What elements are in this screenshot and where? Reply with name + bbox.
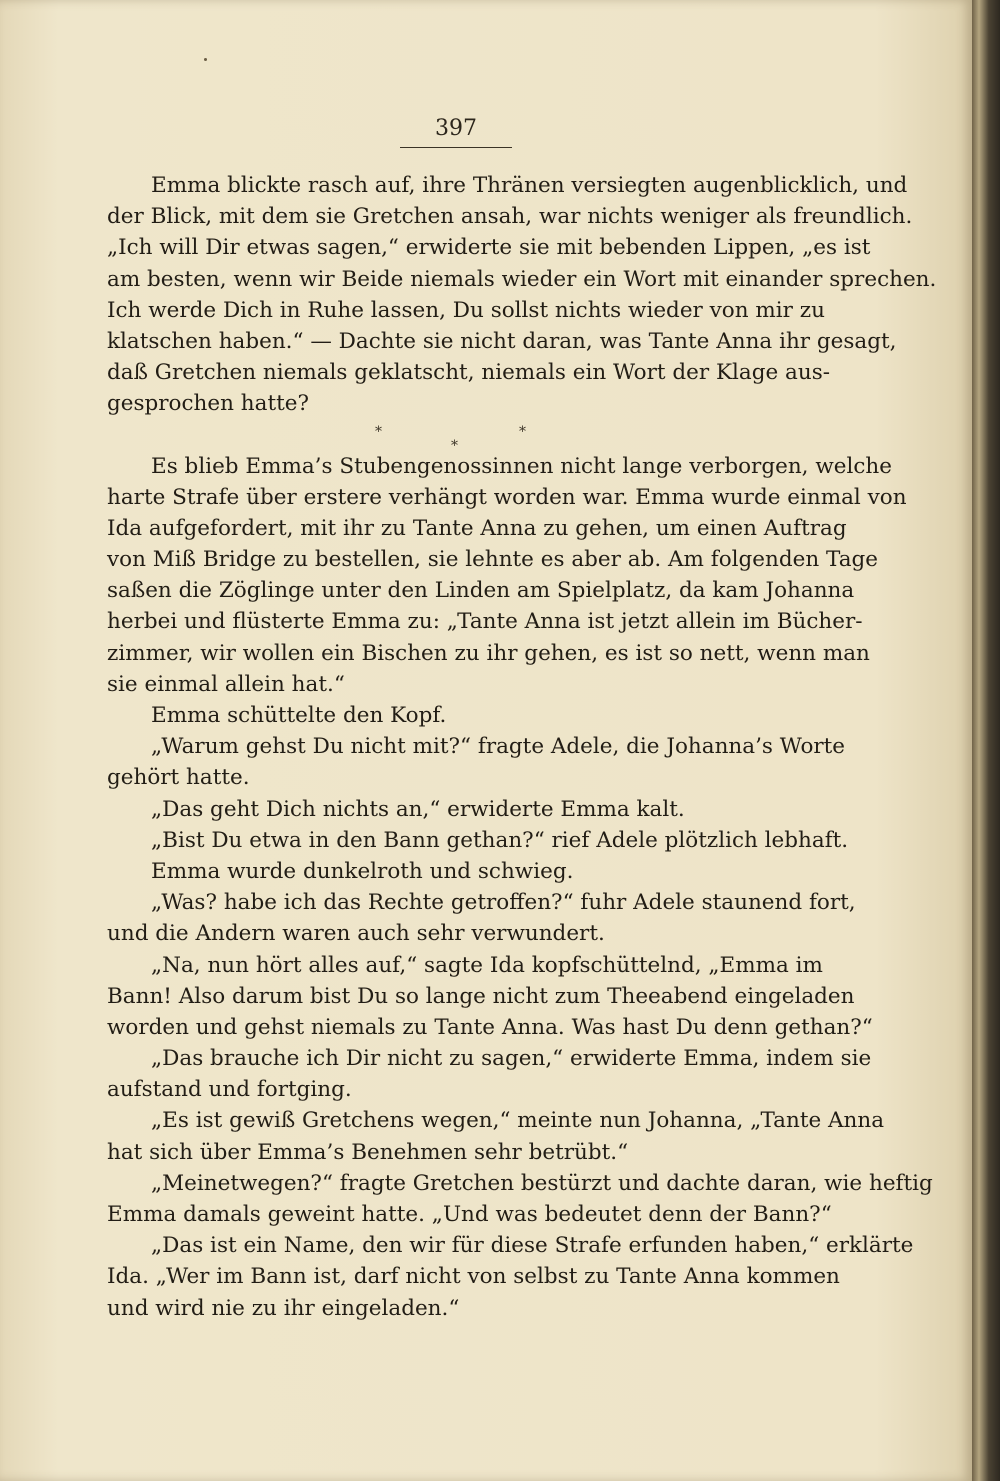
text-line: sie einmal allein hat.“ — [107, 671, 345, 697]
book-edge — [972, 0, 1000, 1481]
text-line: gesprochen hatte? — [107, 391, 309, 417]
text-line: und die Andern waren auch sehr verwundert. — [107, 921, 605, 947]
text-line: harte Strafe über erstere verhängt worden war. Emma wurde einmal von — [107, 484, 907, 510]
paragraph — [107, 794, 819, 825]
page-speck — [204, 58, 207, 61]
text-line: Emma schüttelte den Kopf. — [151, 703, 447, 728]
text-line: „Warum gehst Du nicht mit?“ fragte Adele, die Johanna’s Worte — [151, 734, 846, 760]
section-separator — [107, 404, 819, 454]
separator-star: * — [375, 423, 382, 440]
text-line: Emma blickte rasch auf, ihre Thränen versiegten augenblicklich, und — [151, 173, 908, 198]
text-line: am besten, wenn wir Beide niemals wieder ein Wort mit einander sprechen. — [107, 266, 937, 292]
text-line: aufstand und fortging. — [107, 1077, 352, 1103]
text-line: und wird nie zu ihr eingeladen.“ — [107, 1295, 460, 1321]
paragraph — [107, 887, 856, 949]
text-line: herbei und flüsterte Emma zu: „Tante Anna ist jetzt allein im Bücher- — [107, 609, 863, 635]
paragraph — [107, 731, 846, 793]
text-line: Emma damals geweint hatte. „Und was bedeutet denn der Bann?“ — [107, 1202, 832, 1227]
text-line: Emma wurde dunkelroth und schwieg. — [151, 858, 574, 884]
text-line: gehört hatte. — [107, 765, 250, 791]
text-line: Ich werde Dich in Ruhe lassen, Du sollst nichts wieder von mir zu — [107, 297, 825, 323]
text-line: klatschen haben.“ — Dachte sie nicht daran, was Tante Anna ihr gesagt, — [107, 328, 897, 354]
paragraph-1 — [107, 170, 937, 420]
text-line: „Es ist gewiß Gretchens wegen,“ meinte nun Johanna, „Tante Anna — [151, 1108, 885, 1134]
paragraph — [107, 1168, 933, 1230]
paragraph — [107, 700, 819, 731]
paragraph — [107, 825, 849, 856]
text-line: Bann! Also darum bist Du so lange nicht zum Theeabend eingeladen — [107, 983, 855, 1009]
paragraph — [107, 1230, 914, 1324]
text-line: Ida. „Wer im Bann ist, darf nicht von selbst zu Tante Anna kommen — [107, 1264, 840, 1290]
paragraph — [107, 1043, 872, 1105]
paragraph — [107, 1105, 885, 1167]
text-line: worden und gehst niemals zu Tante Anna. Was hast Du denn gethan?“ — [107, 1014, 873, 1040]
body-text — [107, 170, 937, 1324]
text-line: „Das brauche ich Dir nicht zu sagen,“ erwiderte Emma, indem sie — [151, 1046, 872, 1072]
text-line: „Das ist ein Name, den wir für diese Strafe erfunden haben,“ erklärte — [151, 1233, 914, 1259]
text-line: „Bist Du etwa in den Bann gethan?“ rief Adele plötzlich lebhaft. — [151, 827, 849, 853]
separator-star: * — [451, 437, 458, 454]
text-line: zimmer, wir wollen ein Bischen zu ihr gehen, es ist so nett, wenn man — [107, 640, 870, 666]
paragraph — [107, 950, 873, 1044]
text-line: saßen die Zöglinge unter den Linden am Spielplatz, da kam Johanna — [107, 578, 855, 604]
text-line: Ida aufgefordert, mit ihr zu Tante Anna zu gehen, um einen Auftrag — [107, 515, 847, 541]
paragraph — [107, 451, 907, 701]
page-number: 397 — [435, 116, 477, 141]
text-line: „Das geht Dich nichts an,“ erwiderte Emma kalt. — [151, 796, 685, 822]
text-line: „Na, nun hört alles auf,“ sagte Ida kopfschüttelnd, „Emma im — [151, 952, 823, 978]
text-line: daß Gretchen niemals geklatscht, niemals ein Wort der Klage aus- — [107, 360, 831, 386]
text-line: „Ich will Dir etwas sagen,“ erwiderte sie mit bebenden Lippen, „es ist — [107, 235, 871, 261]
separator-star: * — [519, 423, 526, 440]
paragraph-group — [107, 451, 933, 1324]
paragraph — [107, 856, 819, 887]
text-line: „Was? habe ich das Rechte getroffen?“ fuhr Adele staunend fort, — [151, 890, 856, 916]
text-line: Es blieb Emma’s Stubengenossinnen nicht lange verborgen, welche — [151, 453, 892, 479]
text-line: „Meinetwegen?“ fragte Gretchen bestürzt und dachte daran, wie heftig — [151, 1170, 933, 1196]
text-line: hat sich über Emma’s Benehmen sehr betrübt.“ — [107, 1139, 629, 1165]
text-line: der Blick, mit dem sie Gretchen ansah, war nichts weniger als freundlich. — [107, 204, 913, 230]
text-line: von Miß Bridge zu bestellen, sie lehnte es aber ab. Am folgenden Tage — [107, 547, 878, 573]
header-rule — [400, 147, 512, 148]
